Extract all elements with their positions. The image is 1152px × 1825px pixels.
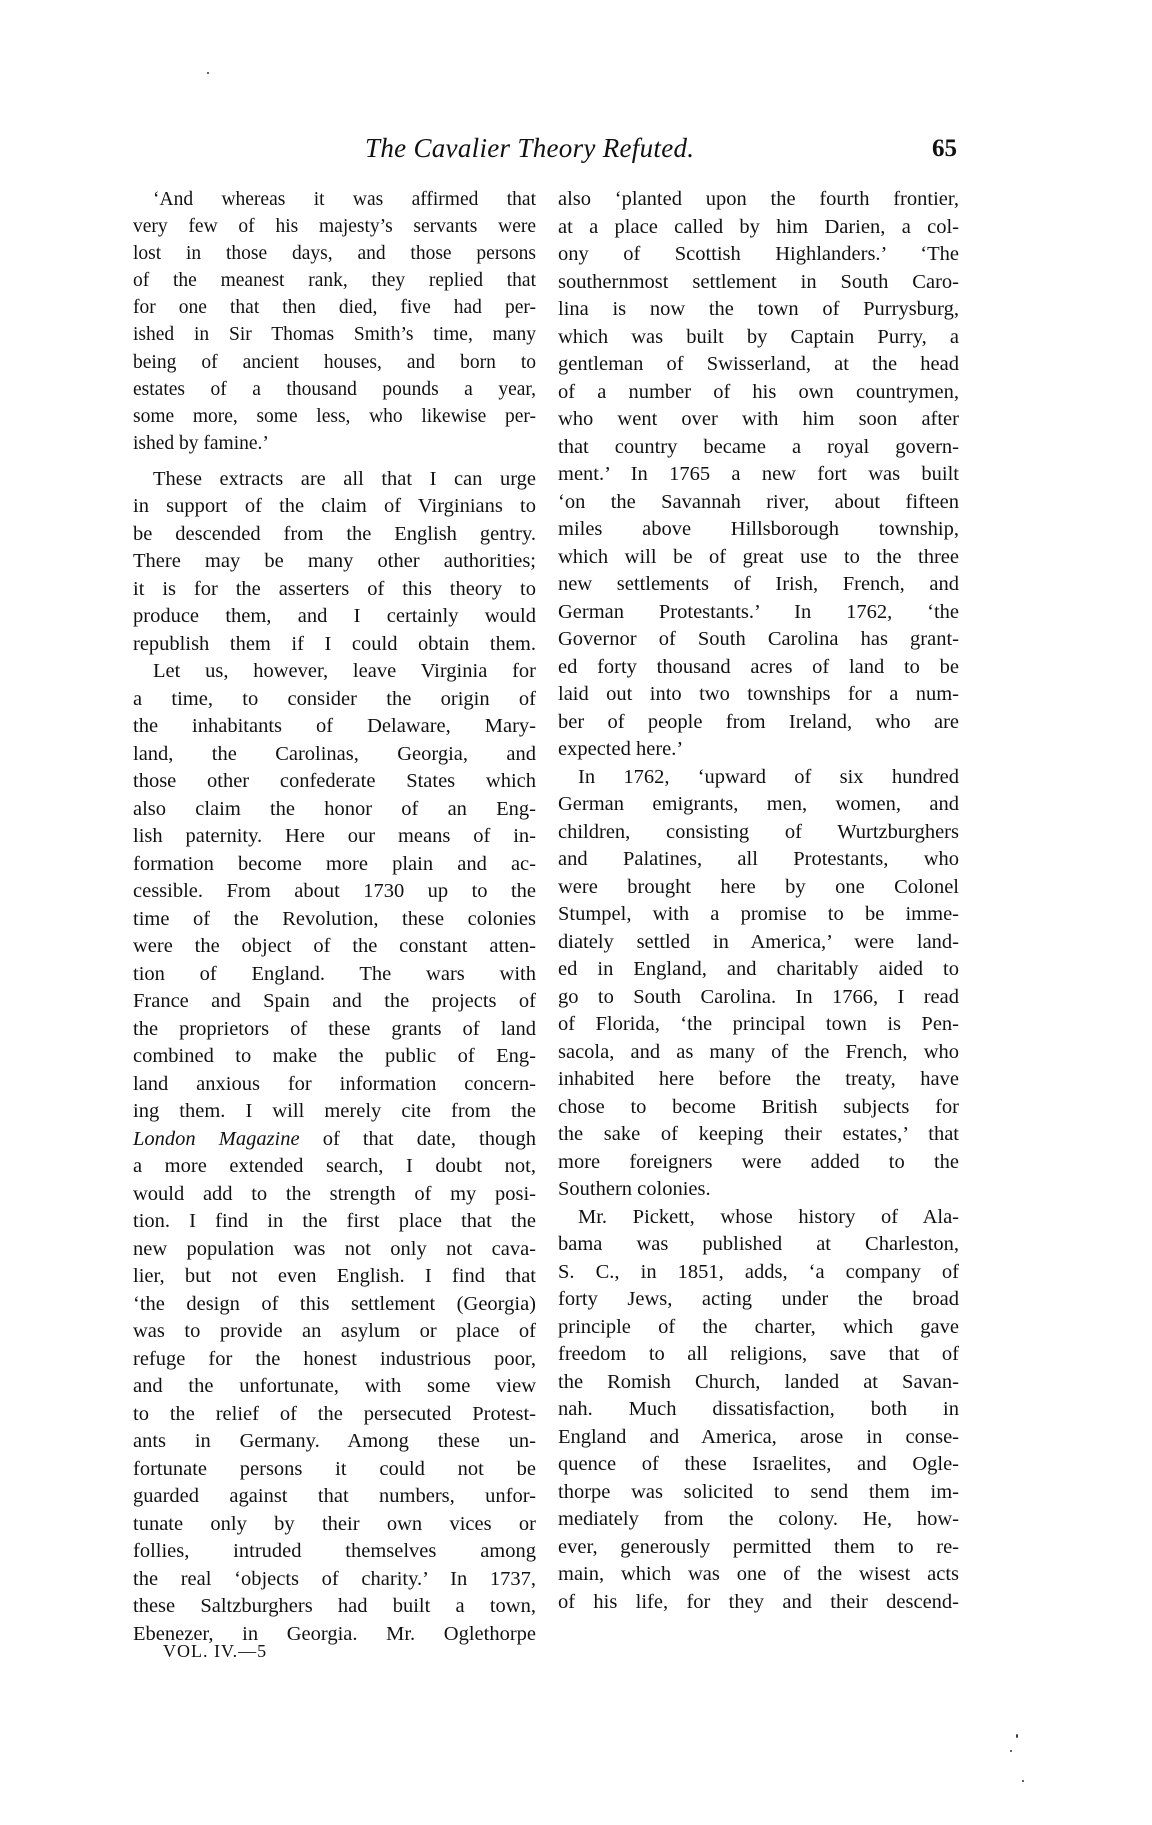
body-paragraph <box>558 764 959 1204</box>
text-line-rest: of that date, though <box>299 1127 536 1150</box>
text-line: lina is now the town of Purrysburg, <box>558 298 959 320</box>
text-line: formation become more plain and ac- <box>133 852 536 875</box>
text-line: bama was published at Charleston, <box>558 1233 959 1255</box>
text-line: ants in Germany. Among these un- <box>133 1430 536 1453</box>
text-line: the inhabitants of Delaware, Mary- <box>133 715 536 738</box>
text-line: In 1762, ‘upward of six hundred <box>578 765 959 788</box>
text-line: also claim the honor of an Eng- <box>133 797 536 820</box>
text-line: expected here.’ <box>558 738 684 760</box>
text-line: chose to become British subjects for <box>558 1095 959 1118</box>
text-line: at a place called by him Darien, a col- <box>558 215 959 238</box>
text-line: ‘the design of this settlement (Georgia) <box>133 1292 536 1315</box>
text-line: laid out into two townships for a num- <box>558 683 959 705</box>
text-line: nah. Much dissatisfaction, both in <box>558 1398 959 1420</box>
text-line: to the relief of the persecuted Protest- <box>133 1402 536 1425</box>
left-column <box>133 186 536 1648</box>
page-number: 65 <box>932 135 957 162</box>
text-line: fortunate persons it could not be <box>133 1457 536 1480</box>
text-line: quence of these Israelites, and Ogle- <box>558 1453 959 1475</box>
text-line: who went over with him soon after <box>558 408 959 430</box>
text-line: estates of a thousand pounds a year, <box>133 378 536 400</box>
text-line: combined to make the public of Eng- <box>133 1045 536 1068</box>
text-line: Let us, however, leave Virginia for <box>153 660 536 683</box>
text-line: land, the Carolinas, Georgia, and <box>133 742 536 765</box>
text-line: main, which was one of the wisest acts <box>558 1563 959 1585</box>
text-line: a time, to consider the origin of <box>133 687 536 710</box>
text-line: also ‘planted upon the fourth frontier, <box>558 188 959 210</box>
text-line-with-italic-title <box>133 1126 536 1154</box>
text-line: of a number of his own countrymen, <box>558 380 959 403</box>
text-line: thorpe was solicited to send them im- <box>558 1480 959 1503</box>
text-line: new settlements of Irish, French, and <box>558 573 959 595</box>
text-line: These extracts are all that I can urge <box>153 467 536 490</box>
text-line: tion. I find in the first place that the <box>133 1210 536 1233</box>
scan-speck <box>1022 1780 1024 1782</box>
text-line: ‘And whereas it was affirmed that <box>153 189 536 210</box>
text-line: the Romish Church, landed at Savan- <box>558 1370 959 1393</box>
text-line: German emigrants, men, women, and <box>558 793 959 815</box>
text-line: southernmost settlement in South Caro- <box>558 270 959 293</box>
scan-speck <box>207 72 209 74</box>
text-line: would add to the strength of my posi- <box>133 1182 536 1205</box>
text-line: produce them, and I certainly would <box>133 605 536 628</box>
text-line: lost in those days, and those persons <box>133 243 536 265</box>
text-line: tunate only by their own vices or <box>133 1512 536 1535</box>
text-line: Southern colonies. <box>558 1178 711 1200</box>
right-column <box>558 186 959 1616</box>
text-line: children, consisting of Wurtzburghers <box>558 820 959 843</box>
text-line: Mr. Pickett, whose history of Ala- <box>578 1205 959 1228</box>
text-line: ever, generously permitted them to re- <box>558 1535 959 1558</box>
text-line: There may be many other authorities; <box>133 550 536 573</box>
text-line: gentleman of Swisserland, at the head <box>558 353 959 375</box>
text-line: principle of the charter, which gave <box>558 1315 959 1338</box>
text-line: for one that then died, five had per- <box>133 297 536 319</box>
text-line: Governor of South Carolina has grant- <box>558 628 959 650</box>
text-line: ony of Scottish Highlanders.’ ‘The <box>558 243 959 265</box>
text-line: which was built by Captain Purry, a <box>558 325 959 348</box>
text-line: very few of his majesty’s servants were <box>133 216 536 238</box>
text-line: lish paternity. Here our means of in- <box>133 825 536 848</box>
text-line: were the object of the constant atten- <box>133 935 536 958</box>
italic-title: London Magazine <box>133 1127 300 1150</box>
text-line: some more, some less, who likewise per- <box>133 405 536 427</box>
body-paragraph <box>133 466 536 659</box>
text-line: were brought here by one Colonel <box>558 875 959 898</box>
text-line: forty Jews, acting under the broad <box>558 1288 959 1310</box>
text-line: land anxious for information concern- <box>133 1072 536 1095</box>
text-line: more foreigners were added to the <box>558 1150 959 1173</box>
text-line: it is for the asserters of this theory to <box>133 577 536 600</box>
text-line: ed forty thousand acres of land to be <box>558 655 959 678</box>
text-line: ing them. I will merely cite from the <box>133 1100 536 1123</box>
body-paragraph <box>133 658 536 1648</box>
body-paragraph <box>558 1204 959 1617</box>
text-line: ber of people from Ireland, who are <box>558 710 959 733</box>
text-line: a more extended search, I doubt not, <box>133 1155 536 1178</box>
text-line: diately settled in America,’ were land- <box>558 930 959 953</box>
text-line: the real ‘objects of charity.’ In 1737, <box>133 1567 536 1590</box>
text-line: ‘on the Savannah river, about fifteen <box>558 490 959 513</box>
text-line: S. C., in 1851, adds, ‘a company of <box>558 1260 959 1283</box>
text-line: sacola, and as many of the French, who <box>558 1040 959 1063</box>
text-line: Ebenezer, in Georgia. Mr. Oglethorpe <box>133 1622 536 1645</box>
text-line: ished in Sir Thomas Smith’s time, many <box>133 324 536 346</box>
text-line: republish them if I could obtain them. <box>133 632 536 655</box>
text-line: refuge for the honest industrious poor, <box>133 1347 536 1370</box>
text-line: and the unfortunate, with some view <box>133 1375 536 1398</box>
text-line: ment.’ In 1765 a new fort was built <box>558 463 959 485</box>
quotation-paragraph <box>133 186 536 457</box>
text-line: be descended from the English gentry. <box>133 522 536 545</box>
signature-mark: VOL. IV.—5 <box>163 1641 268 1661</box>
text-line: tion of England. The wars with <box>133 962 536 985</box>
text-line: these Saltzburghers had built a town, <box>133 1595 536 1618</box>
scan-speck <box>1016 1734 1018 1738</box>
text-line: of Florida, ‘the principal town is Pen- <box>558 1013 959 1035</box>
text-line: of the meanest rank, they replied that <box>133 270 536 292</box>
text-line: miles above Hillsborough township, <box>558 518 959 540</box>
text-line: follies, intruded themselves among <box>133 1540 536 1563</box>
text-line: go to South Carolina. In 1766, I read <box>558 985 959 1008</box>
running-title: The Cavalier Theory Refuted. <box>365 133 695 163</box>
text-line: and Palatines, all Protestants, who <box>558 848 959 870</box>
text-line: German Protestants.’ In 1762, ‘the <box>558 600 959 623</box>
text-line: of his life, for they and their descend- <box>558 1590 959 1613</box>
text-line: mediately from the colony. He, how- <box>558 1508 959 1530</box>
text-line: in support of the claim of Virginians to <box>133 495 536 518</box>
text-line: was to provide an asylum or place of <box>133 1320 536 1343</box>
text-line: England and America, arose in conse- <box>558 1425 959 1448</box>
text-line: that country became a royal govern- <box>558 435 959 458</box>
text-line: new population was not only not cava- <box>133 1237 536 1260</box>
text-line: France and Spain and the projects of <box>133 990 536 1013</box>
text-line: which will be of great use to the three <box>558 545 959 568</box>
text-line: lier, but not even English. I find that <box>133 1265 536 1288</box>
text-line: being of ancient houses, and born to <box>133 351 536 373</box>
text-line: the proprietors of these grants of land <box>133 1017 536 1040</box>
text-line: cessible. From about 1730 up to the <box>133 880 536 903</box>
scan-speck <box>1010 1750 1012 1752</box>
text-line: guarded against that numbers, unfor- <box>133 1485 536 1508</box>
text-line: ished by famine.’ <box>133 432 269 454</box>
text-line: Stumpel, with a promise to be imme- <box>558 903 959 925</box>
text-line: time of the Revolution, these colonies <box>133 907 536 930</box>
body-paragraph-continued <box>558 186 959 764</box>
text-line: ed in England, and charitably aided to <box>558 958 959 980</box>
text-line: those other confederate States which <box>133 770 536 793</box>
text-line: inhabited here before the treaty, have <box>558 1068 959 1090</box>
text-line: freedom to all religions, save that of <box>558 1343 959 1365</box>
text-line: the sake of keeping their estates,’ that <box>558 1123 959 1145</box>
